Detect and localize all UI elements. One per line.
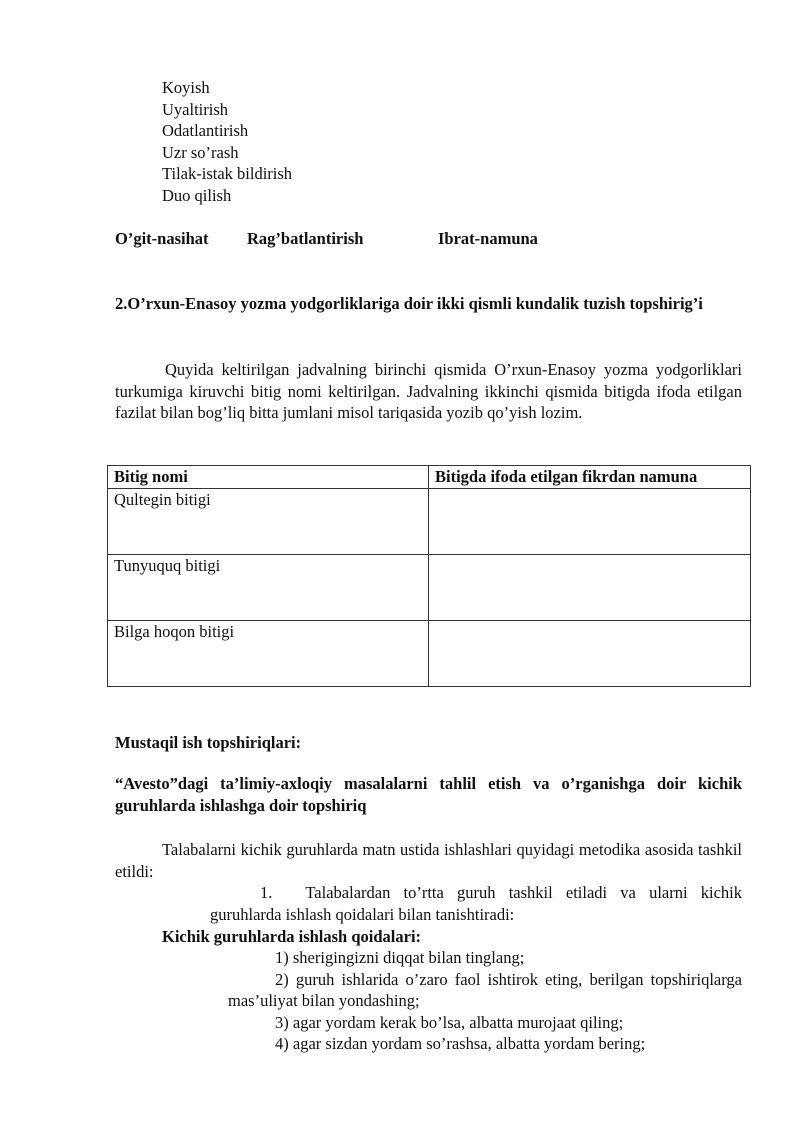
list-item: Koyish bbox=[162, 78, 210, 97]
method-ibrat-namuna: Ibrat-namuna bbox=[438, 229, 538, 248]
bitig-table bbox=[107, 465, 751, 687]
rule-number: 4) bbox=[275, 1034, 289, 1053]
table-header-row bbox=[108, 466, 751, 489]
rule-text: sherigingizni diqqat bilan tinglang; bbox=[292, 948, 525, 967]
methods-row bbox=[115, 228, 755, 250]
rule-item bbox=[228, 1012, 742, 1034]
table-cell-bitig: Tunyuquq bitigi bbox=[108, 555, 429, 621]
rules-title: Kichik guruhlarda ishlash qoidalari: bbox=[162, 927, 422, 946]
list-item: Odatlantirish bbox=[162, 121, 249, 141]
table-cell-example[interactable] bbox=[429, 621, 751, 687]
table-cell-bitig: Bilga hoqon bitigi bbox=[108, 621, 429, 687]
rule-item bbox=[228, 947, 742, 969]
rule-item bbox=[228, 969, 742, 1012]
task-heading-text: “Avesto”dagi ta’limiy-axloqiy masalalarni tahlil etish va o’rganishga doir kichik guruhlarda ishlashga doir topshiriq bbox=[115, 774, 742, 815]
step-text: Talabalardan to’rtta guruh tashkil etiladi va ularni kichik guruhlarda ishlash qoidalari bilan tanishtiradi: bbox=[210, 883, 742, 924]
rule-item bbox=[228, 1033, 742, 1055]
numbered-step bbox=[210, 882, 742, 925]
table-row bbox=[108, 621, 751, 687]
method-ragbatlantirish: Rag’batlantirish bbox=[247, 229, 364, 248]
list-item: Duo qilish bbox=[162, 185, 232, 205]
rule-number: 1) bbox=[275, 948, 289, 967]
column-header-bitig-nomi: Bitig nomi bbox=[108, 466, 429, 489]
paragraph-text: Quyida keltirilgan jadvalning birinchi qismida O’rxun-Enasoy yozma yodgorliklari turkumiga kiruvchi bitig nomi keltirilgan. Jadvalning ikkinchi qismida bitigda ifoda etilgan fazilat bilan bog’liq bitta jumlani misol tariqasida yozib qo’yish lozim. bbox=[115, 360, 742, 422]
table-cell-example[interactable] bbox=[429, 489, 751, 555]
rule-text: agar sizdan yordam so’rashsa, albatta yordam bering; bbox=[292, 1034, 646, 1053]
paragraph-text: Talabalarni kichik guruhlarda matn ustida ishlashlari quyidagi metodika asosida tashkil etildi: bbox=[115, 840, 742, 881]
section-heading bbox=[115, 293, 742, 315]
section-intro-paragraph bbox=[115, 359, 742, 424]
table-row bbox=[108, 555, 751, 621]
methodology-intro bbox=[115, 839, 742, 882]
rule-text: guruh ishlarida o’zaro faol ishtirok eting, berilgan topshiriqlarga mas’uliyat bilan yondashing; bbox=[228, 969, 742, 1010]
table-cell-example[interactable] bbox=[429, 555, 751, 621]
task-heading bbox=[115, 773, 742, 816]
section-heading-text: 2.O’rxun-Enasoy yozma yodgorliklariga doir ikki qismli kundalik tuzish topshirig’i bbox=[115, 294, 703, 313]
table-cell-bitig: Qultegin bitigi bbox=[108, 489, 429, 555]
table-row bbox=[108, 489, 751, 555]
column-header-namuna: Bitigda ifoda etilgan fikrdan namuna bbox=[429, 466, 751, 489]
virtue-method-list bbox=[162, 77, 292, 207]
list-item: Tilak-istak bildirish bbox=[162, 164, 293, 184]
rule-text: agar yordam kerak bo’lsa, albatta murojaat qiling; bbox=[292, 1012, 624, 1032]
rule-number: 2) bbox=[275, 969, 289, 989]
independent-work-heading: Mustaqil ish topshiriqlari: bbox=[115, 733, 302, 752]
step-number: 1. bbox=[260, 883, 273, 902]
rule-number: 3) bbox=[275, 1012, 289, 1032]
list-item: Uzr so’rash bbox=[162, 142, 239, 162]
method-ogit-nasihat: O’git-nasihat bbox=[115, 229, 209, 248]
rules-list bbox=[228, 947, 742, 1055]
list-item: Uyaltirish bbox=[162, 99, 228, 119]
